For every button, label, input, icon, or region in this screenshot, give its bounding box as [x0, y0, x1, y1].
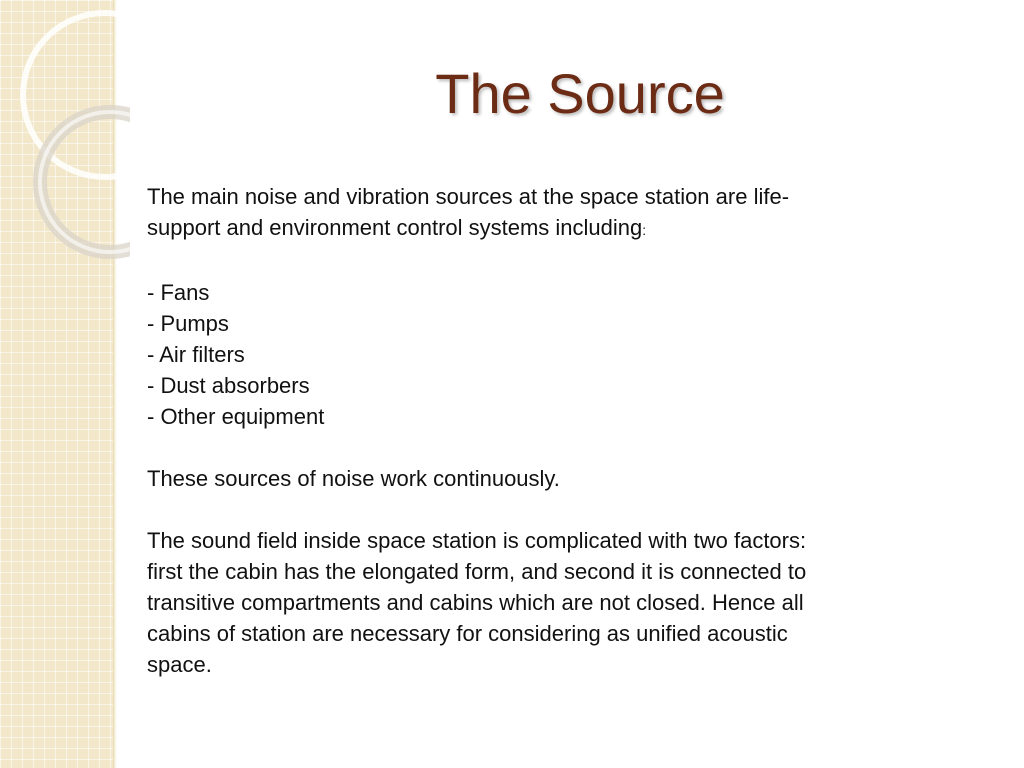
- slide-body: [147, 181, 937, 680]
- sound-field-line-3: transitive compartments and cabins which are not closed. Hence all: [147, 590, 804, 615]
- paragraph-spacer: [147, 494, 937, 525]
- sound-field-line-2: first the cabin has the elongated form, and second it is connected to: [147, 559, 807, 584]
- intro-line-1: The main noise and vibration sources at the space station are life-: [147, 184, 790, 209]
- paragraph-spacer: [147, 246, 937, 277]
- list-item-air-filters: - Air filters: [147, 342, 245, 367]
- list-item-pumps: - Pumps: [147, 311, 229, 336]
- list-item-dust-absorbers: - Dust absorbers: [147, 373, 310, 398]
- paragraph-spacer: [147, 432, 937, 463]
- list-item-fans: - Fans: [147, 280, 210, 305]
- sound-field-line-1: The sound field inside space station is complicated with two factors:: [147, 528, 807, 553]
- continuous-note: These sources of noise work continuously.: [147, 466, 560, 491]
- intro-line-2-text: support and environment control systems including: [147, 215, 643, 240]
- slide-title: The Source: [435, 62, 725, 125]
- list-item-other-equipment: - Other equipment: [147, 404, 325, 429]
- sound-field-line-4: cabins of station are necessary for considering as unified acoustic: [147, 621, 788, 646]
- intro-colon: :: [642, 222, 647, 238]
- intro-line-2: [147, 212, 937, 246]
- decorative-circles: [0, 0, 130, 260]
- decorative-circle-lower: [40, 112, 130, 252]
- sound-field-line-5: space.: [147, 652, 212, 677]
